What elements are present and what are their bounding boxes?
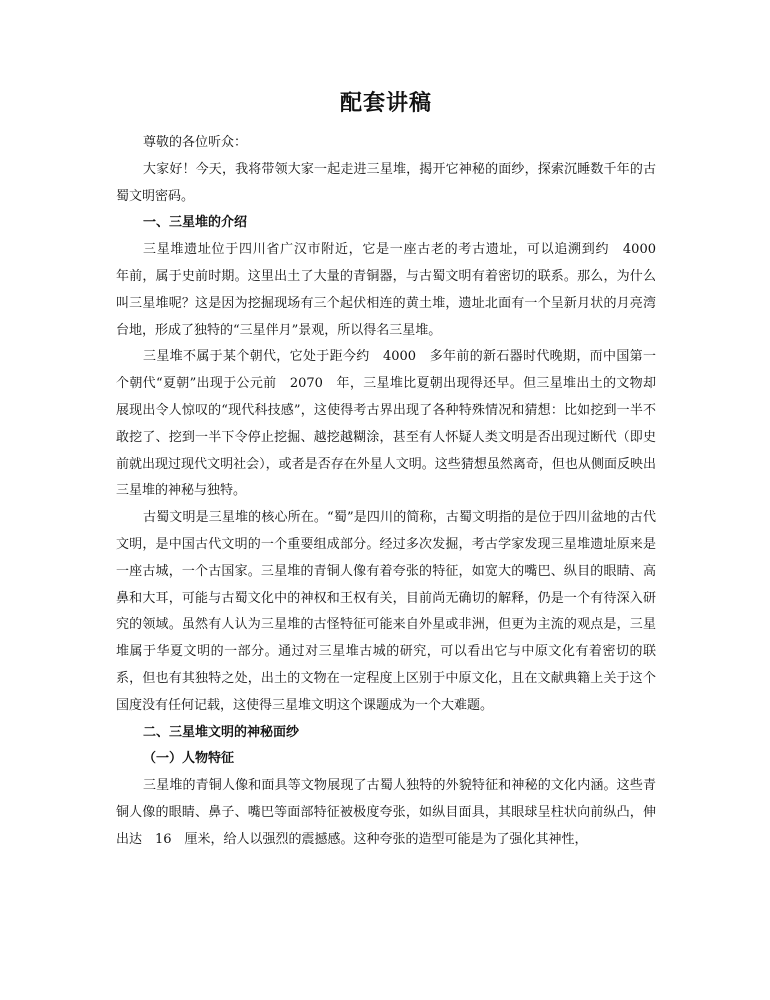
document-page (116, 86, 670, 854)
section-1-paragraph-3: 古蜀文明是三星堆的核心所在。“蜀”是四川的简称，古蜀文明指的是位于四川盆地的古代文明，是中国古代文明的一个重要组成部分。经过多次发掘，考古学家发现三星堆遗址原来是一座古城，一个古国家。三星堆的青铜人像有着夸张的特征，如宽大的嘴巴、纵目的眼睛、高鼻和大耳，可能与古蜀文化中的神权和王权有关，目前尚无确切的解释，仍是一个有待深入研究的领域。虽然有人认为三星堆的古怪特征可能来自外星或非洲，但更为主流的观点是，三星堆属于华夏文明的一部分。通过对三星堆古城的研究，可以看出它与中原文化有着密切的联系，但也有其独特之处，出土的文物在一定程度上区别于中原文化，且在文献典籍上关于这个国度没有任何记载，这使得三星堆文明这个课题成为一个大难题。 (116, 510, 656, 713)
intro-paragraph: 大家好！今天，我将带领大家一起走进三星堆，揭开它神秘的面纱，探索沉睡数千年的古蜀文明密码。 (116, 161, 656, 204)
section-1-heading: 一、三星堆的介绍 (143, 215, 248, 231)
greeting-paragraph: 尊敬的各位听众： (143, 135, 248, 150)
section-2-subheading-1: （一）人物特征 (143, 751, 235, 767)
section-1-paragraph-1: 三星堆遗址位于四川省广汉市附近，它是一座古老的考古遗址，可以追溯到约 4000 年前，属于史前时期。这里出土了大量的青铜器，与古蜀文明有着密切的联系。那么，为什么叫三星堆呢？这是因为挖掘现场有三个起伏相连的黄土堆，遗址北面有一个呈新月状的月亮湾台地，形成了独特的“三星伴月”景观，所以得名三星堆。 (116, 242, 670, 338)
document-title: 配套讲稿 (339, 90, 432, 116)
section-2-paragraph-1: 三星堆的青铜人像和面具等文物展现了古蜀人独特的外貌特征和神秘的文化内涵。这些青铜人像的眼睛、鼻子、嘴巴等面部特征被极度夸张，如纵目面具，其眼球呈柱状向前纵凸，伸出达 16 厘米，给人以强烈的震撼感。这种夸张的造型可能是为了强化其神性， (116, 778, 656, 847)
section-1-paragraph-2: 三星堆不属于某个朝代，它处于距今约 4000 多年前的新石器时代晚期，而中国第一个朝代“夏朝”出现于公元前 2070 年，三星堆比夏朝出现得还早。但三星堆出土的文物却展现出令人惊叹的“现代科技感”，这使得考古界出现了各种特殊情况和猜想：比如挖到一半不敢挖了、挖到一半下令停止挖掘、越挖越糊涂，甚至有人怀疑人类文明是否出现过断代（即史前就出现过现代文明社会），或者是否存在外星人文明。这些猜想虽然离奇，但也从侧面反映出三星堆的神秘与独特。 (116, 349, 656, 499)
section-2-heading: 二、三星堆文明的神秘面纱 (143, 724, 300, 740)
